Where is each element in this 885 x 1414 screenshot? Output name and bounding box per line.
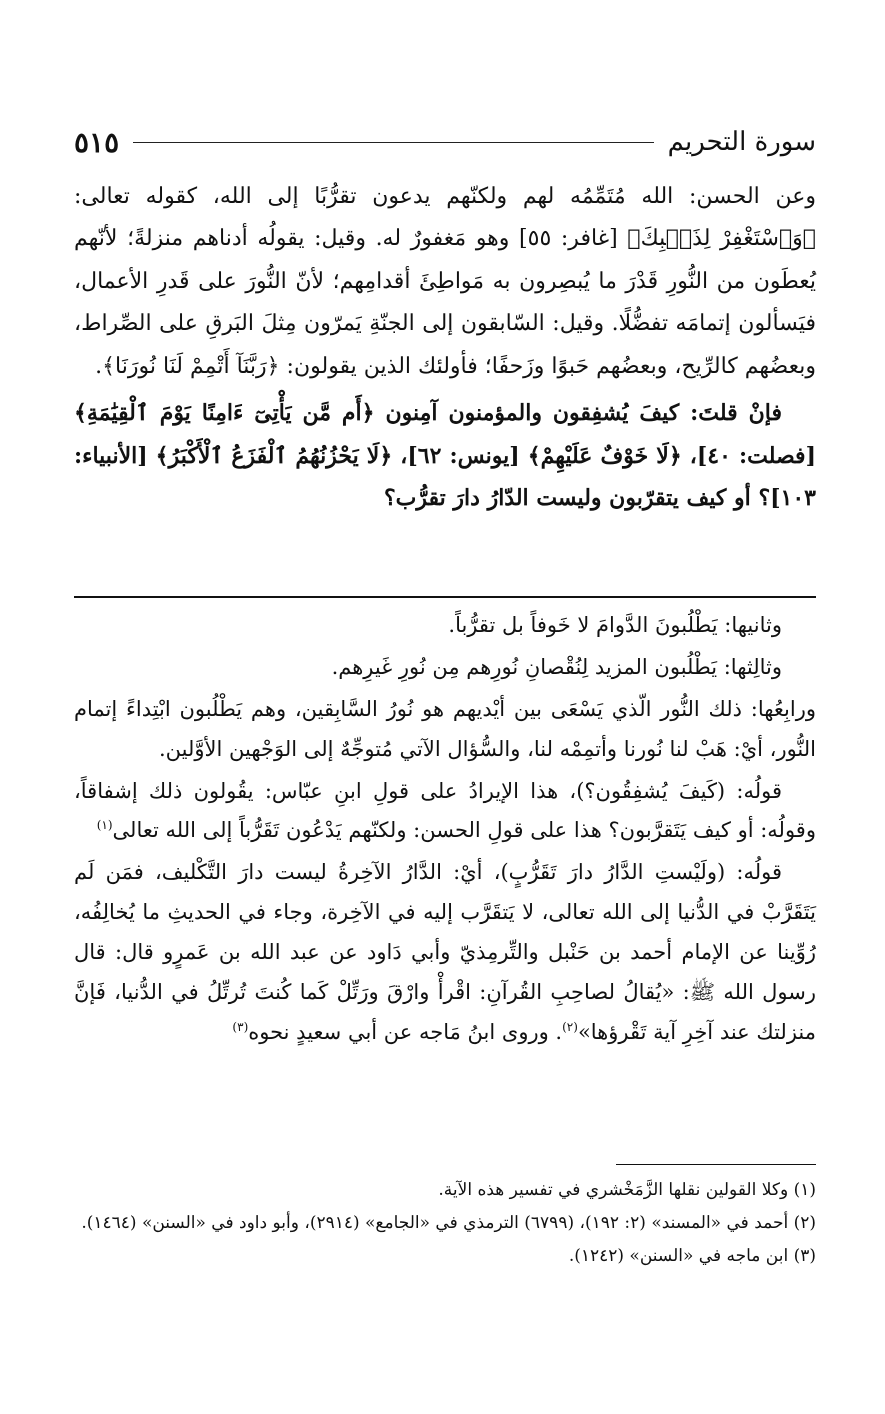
main-text: [74, 176, 816, 520]
footnote-ref-3: (٣): [232, 1019, 249, 1034]
commentary-paragraph-1: وثانيها: يَطْلُبونَ الدَّوامَ لا خَوفاً بل تقرُّباً.: [448, 613, 782, 637]
commentary-paragraph-3: ورابِعُها: ذلك النُّور الّذي يَسْعَى بين أيْديهم هو نُورُ السَّابِقين، وهم يَطْلُبون ابْتِداءً إتمام النُّور، أيْ: هَبْ لنا نُورنا وأتمِمْه لنا، والسُّؤال الآتي مُتوجِّهٌ إلى الوَجْهين الأوَّلين.: [74, 696, 816, 761]
main-paragraph-2: فإنْ قلتَ: كيفَ يُشفِقون والمؤمنون آمِنون ﴿أَم مَّن يَأْتِىٓ ءَامِنًا يَوْمَ ٱلْقِيَٰمَةِ﴾ [فصلت: ٤٠]، ﴿لَا خَوْفٌ عَلَيْهِمْ﴾ [يونس: ٦٢]، ﴿لَا يَحْزُنُهُمُ ٱلْفَزَعُ ٱلْأَكْبَرُ﴾ [الأنبياء: ١٠٣]؟ أو كيف يتقرّبون وليست الدّارُ دارَ تقرُّب؟: [74, 400, 816, 512]
footnotes: [74, 1174, 816, 1273]
footnote-1: (١) وكلا القولين نقلها الزَّمَخْشري في تفسير هذه الآية.: [438, 1180, 816, 1200]
footnote-ref-2: (٢): [562, 1019, 578, 1034]
commentary-paragraph-5-text: قولُه: (ولَيْستِ الدَّارُ دارَ تَقَرُّبٍ)، أيْ: الدَّارُ الآخِرةُ ليست دارَ التَّكْليف، فمَن لَم يَتَقَرَّبْ في الدُّنيا إلى الله تعالى، لا يَتقَرَّب إليه في الآخِرة، وجاء في الحديثِ ما يُخالِفُه، رُوِّينا عن الإمام أحمد بن حَنْبل والتِّرمِذيّ وأبي دَاود عن عبد الله بن عَمرٍو قال: قال رسول الله ﷺ: «يُقالُ لصاحِبِ القُرآنِ: اقْرأْ وارْقَ ورَتِّلْ كَما كُنتَ تُرتِّلُ في الدُّنيا، فَإنَّ منزلتك عند آخِرِ آية تَقْرؤها»: [74, 860, 816, 1044]
footnote-ref-1: (١): [96, 818, 113, 833]
commentary-paragraph-5: [74, 853, 816, 1052]
page-number: ٥١٥: [74, 125, 120, 159]
commentary-paragraph-2: وثالِثها: يَطْلُبون المزيد لِنُقْصانِ نُورِهم مِن نُورِ غَيرِهم.: [331, 654, 782, 679]
header-rule: [133, 142, 654, 143]
section-divider: [74, 596, 816, 598]
footnote-3: (٣) ابن ماجه في «السنن» (١٢٤٢).: [568, 1246, 816, 1267]
page-header: [74, 120, 816, 164]
surah-title: سورة التحريم: [667, 127, 816, 157]
commentary-paragraph-4: [74, 772, 816, 852]
footnote-2: (٢) أحمد في «المسند» (٢: ١٩٢)، (٦٧٩٩) الترمذي في «الجامع» (٢٩١٤)، وأبو داود في «السنن» (١٤٦٤).: [81, 1213, 816, 1234]
commentary-paragraph-4-text: قولُه: (كَيفَ يُشفِقُون؟)، هذا الإيرادُ على قولِ ابنِ عبّاس: يقُولون ذلك إشفاقاً، وقولُه: أو كيف يَتَقرَّبون؟ هذا على قولِ الحسن: ولكنّهم يَدْعُون تَقَرُّباً إلى الله تعالى: [74, 778, 816, 843]
main-paragraph-1: وعن الحسن: الله مُتَمِّمُه لهم ولكنّهم يدعون تقرُّبًا إلى الله، كقوله تعالى: ﴿وَٱسْتَغْفِرْ لِذَنۢبِكَ﴾ [غافر: ٥٥] وهو مَغفورٌ له. وقيل: يقولُه أدناهم منزلةً؛ لأنّهم يُعطَون من النُّورِ قَدْرَ ما يُبصِرون به مَواطِئَ أقدامِهم؛ لأنّ النُّورَ على قَدرِ الأعمال، فيَسألون إتمامَه تفضُّلًا. وقيل: السّابقون إلى الجنّةِ يَمرّون مِثلَ البَرقِ على الصِّراط، وبعضُهم كالرِّيح، وبعضُهم حَبوًا وزَحفًا؛ فأولئك الذين يقولون: ﴿رَبَّنَآ أَتْمِمْ لَنَا نُورَنَا﴾.: [74, 184, 817, 379]
footnote-rule: [616, 1164, 816, 1165]
commentary-text: [74, 606, 816, 1053]
commentary-paragraph-5-tail: . وروى ابنُ مَاجه عن أبي سعيدٍ نحوه: [248, 1019, 563, 1044]
